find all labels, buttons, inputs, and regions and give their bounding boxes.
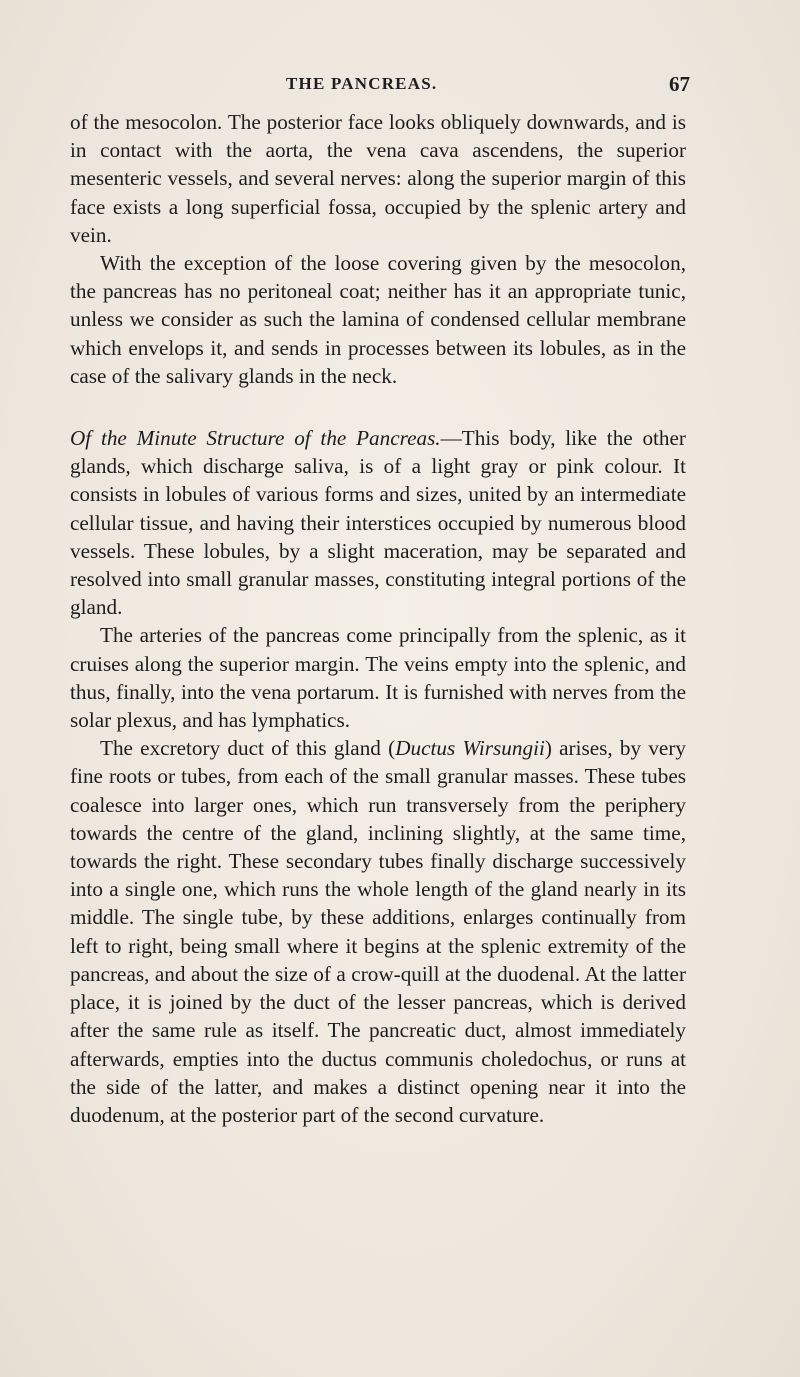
paragraph-excretory-duct [70, 734, 686, 1129]
paragraph-excretory-duct-rest: ) arises, by very fine roots or tubes, from each of the small granular masses. These tubes coalesce into larger ones, which run transversely from the periphery towards the centre of the gland, inclining slightly, at the same time, towards the right. These secondary tubes finally discharge successively into a single one, which runs the whole length of the gland nearly in its middle. The single tube, by these additions, enlarges continually from left to right, being small where it begins at the splenic extremity of the pancreas, and about the size of a crow-quill at the duodenal. At the latter place, it is joined by the duct of the lesser pancreas, which is derived after the same rule as itself. The pancreatic duct, almost immediately afterwards, empties into the ductus communis choledochus, or runs at the side of the latter, and makes a distinct opening near it into the duodenum, at the posterior part of the second curvature. [70, 736, 686, 1127]
page-number: 67 [669, 72, 690, 96]
paragraph-excretory-duct-start: The excretory duct of this gland ( [100, 736, 396, 761]
paragraph-arteries: The arteries of the pancreas come principally from the splenic, as it cruises along the superior margin. The veins empty into the splenic, and thus, finally, into the vena portarum. It is furnished with nerves from the solar plexus, and has lymphatics. [70, 623, 686, 733]
body-text [70, 108, 686, 1129]
paragraph-minute-structure-text: —This body, like the other glands, which discharge saliva, is of a light gray or pink colour. It consists in lobules of various forms and sizes, united by an intermediate cellular tissue, and having their interstices occupied by numerous blood vessels. These lobules, by a slight maceration, may be separated and resolved into small granular masses, constituting integral portions of the gland. [70, 426, 686, 620]
ductus-wirsungii-term: Ductus Wirsungii [395, 736, 545, 761]
running-head [70, 74, 690, 98]
paragraph-peritoneal-coat: With the exception of the loose covering given by the mesocolon, the pancreas has no peritoneal coat; neither has it an appropriate tunic, unless we consider as such the lamina of condensed cellular membrane which envelops it, and sends in processes between its lobules, as in the case of the salivary glands in the neck. [70, 251, 686, 388]
paragraph-mesocolon: of the mesocolon. The posterior face looks obliquely downwards, and is in contact with the aorta, the vena cava ascendens, the superior mesenteric vessels, and several nerves: along the superior margin of this face exists a long superficial fossa, occupied by the splenic artery and vein. [70, 110, 686, 247]
paragraph-minute-structure [70, 424, 686, 621]
running-title: THE PANCREAS. [286, 74, 438, 93]
section-heading-minute-structure: Of the Minute Structure of the Pancreas. [70, 426, 441, 451]
